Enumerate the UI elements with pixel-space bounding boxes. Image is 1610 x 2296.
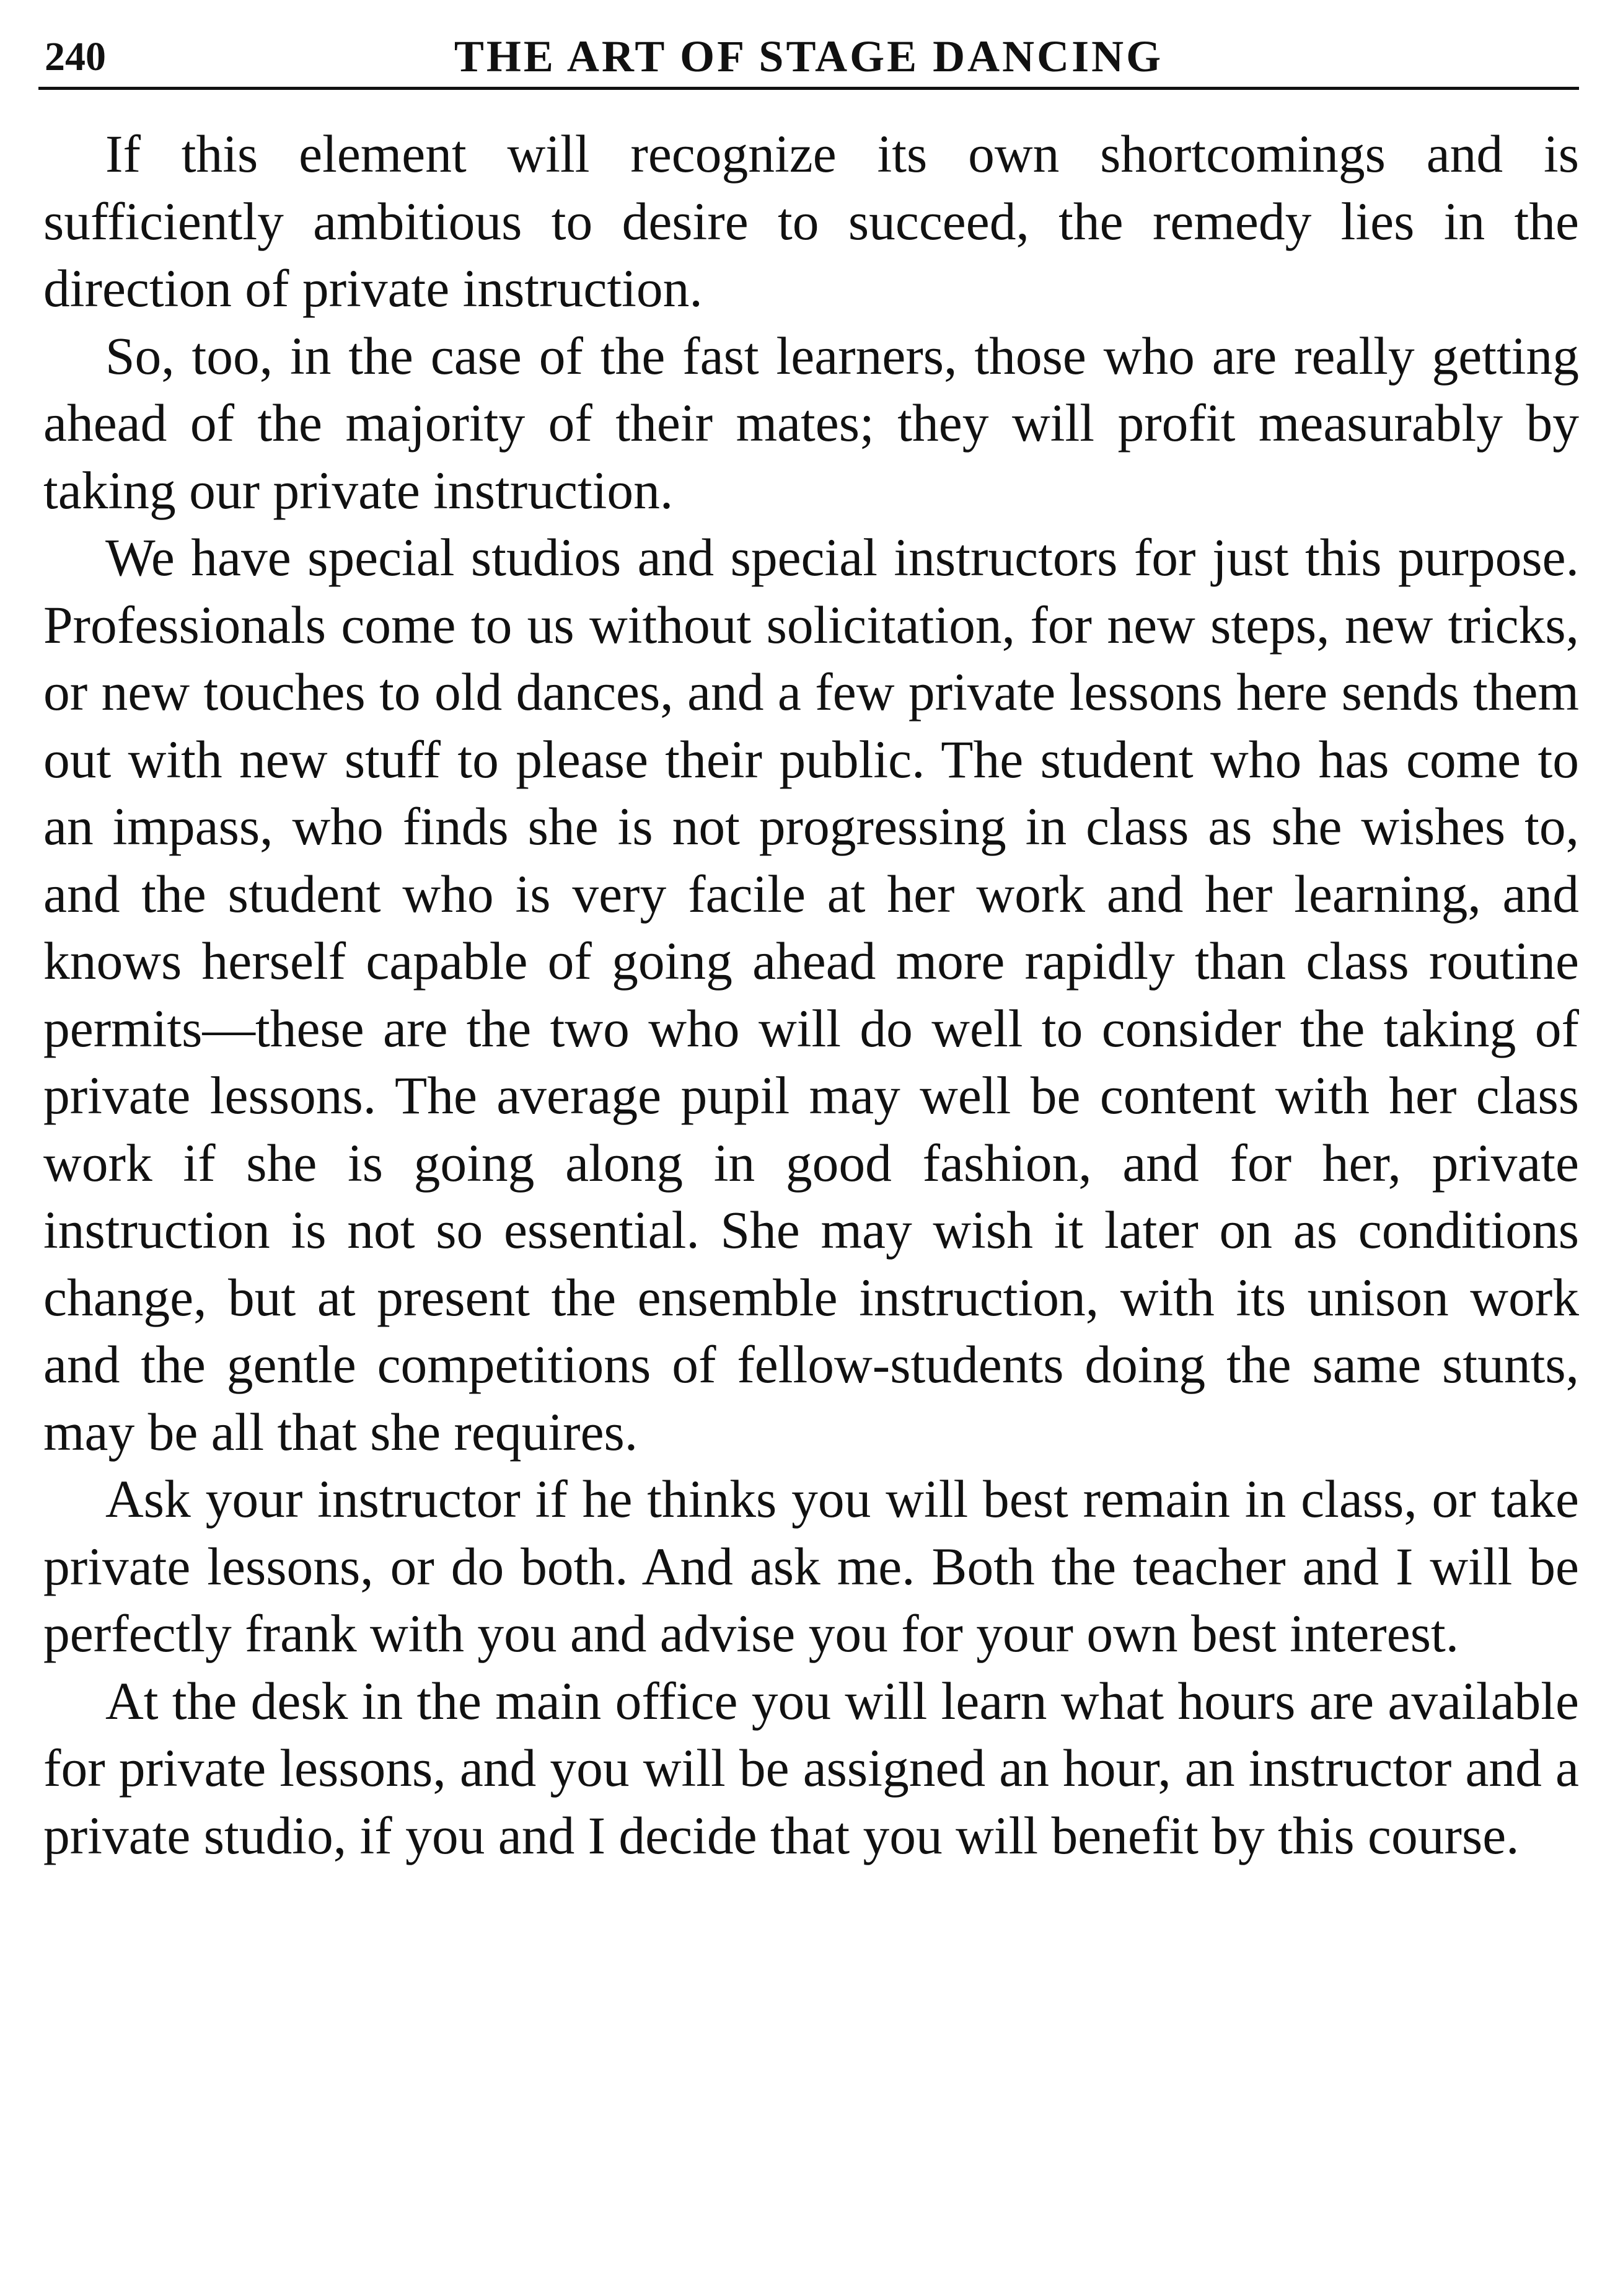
paragraph: So, too, in the case of the fast learners, those who are really getting ahead of the majority of their mates; they will profit measurably by taking our private instruction. bbox=[43, 327, 1579, 520]
running-head bbox=[38, 25, 1579, 90]
book-page bbox=[38, 25, 1579, 2269]
running-title: THE ART OF STAGE DANCING bbox=[454, 32, 1164, 81]
paragraph: We have special studios and special instructors for just this purpose. Professionals come to us without solicitation, for new steps, new tricks, or new touches to old dances, and a few private lessons here sends them out with new stuff to please their public. The student who has come to an impass, who finds she is not progressing in class as she wishes to, and the student who is very facile at her work and her learning, and knows herself capable of going ahead more rapidly than class routine permits—these are the two who will do well to consider the taking of private lessons. The average pupil may well be content with her class work if she is going along in good fashion, and for her, private instruction is not so essential. She may wish it later on as conditions change, but at present the ensemble instruction, with its unison work and the gentle competitions of fellow-students doing the same stunts, may be all that she requires. bbox=[43, 529, 1579, 1462]
paragraph: Ask your instructor if he thinks you will best remain in class, or take private lessons, or do both. And ask me. Both the teacher and I will be perfectly frank with you and advise you for your own best interest. bbox=[43, 1470, 1579, 1663]
body-text bbox=[38, 121, 1579, 1870]
paragraph: At the desk in the main office you will learn what hours are available for private lessons, and you will be assigned an hour, an instructor and a private studio, if you and I decide that you will benefit by this course. bbox=[43, 1672, 1579, 1865]
page-number: 240 bbox=[45, 34, 106, 79]
paragraph: If this element will recognize its own shortcomings and is sufficiently ambitious to desire to succeed, the remedy lies in the direction of private instruction. bbox=[43, 125, 1579, 318]
